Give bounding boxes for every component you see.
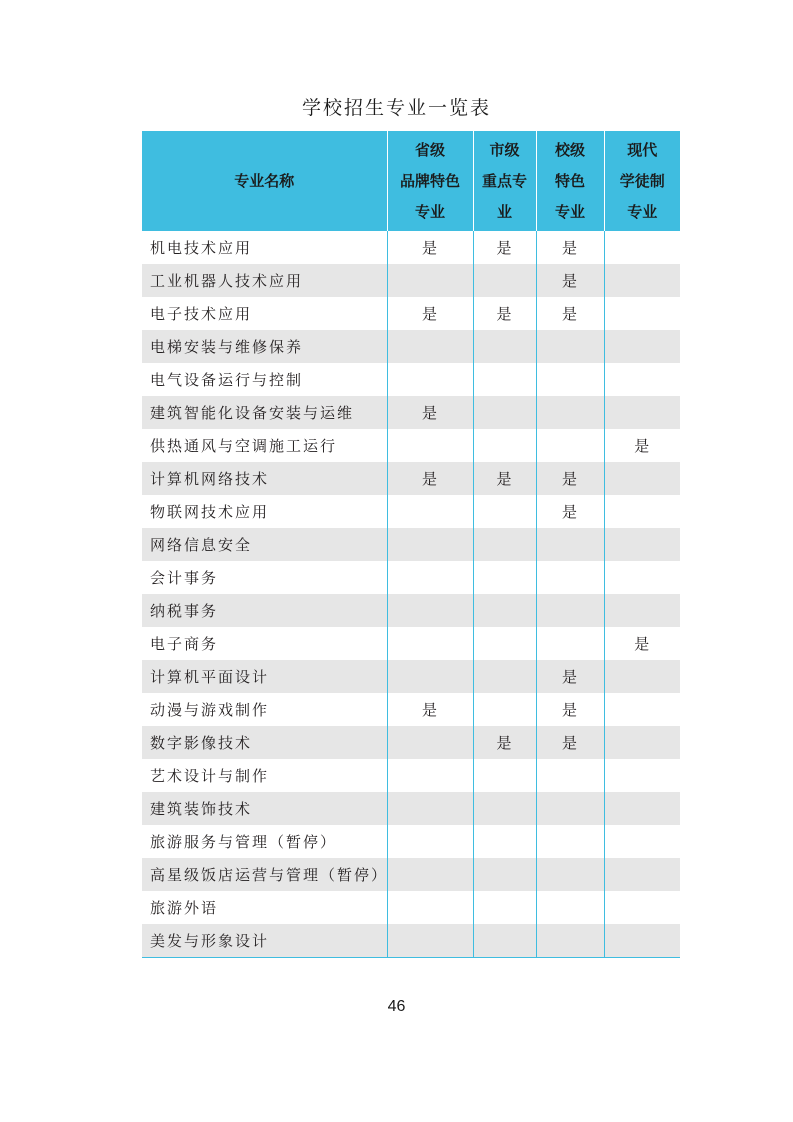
header-municipal (473, 131, 536, 231)
mark-cell (604, 924, 680, 957)
major-name-cell: 建筑智能化设备安装与运维 (142, 396, 387, 429)
mark-cell (473, 759, 536, 792)
mark-cell (473, 429, 536, 462)
mark-cell (473, 330, 536, 363)
mark-cell (473, 924, 536, 957)
mark-cell (387, 660, 473, 693)
mark-cell (604, 462, 680, 495)
mark-cell (473, 264, 536, 297)
mark-cell (473, 858, 536, 891)
mark-cell (473, 792, 536, 825)
table-row (142, 264, 680, 297)
major-name-cell: 电梯安装与维修保养 (142, 330, 387, 363)
mark-cell (536, 858, 604, 891)
major-name-cell: 建筑装饰技术 (142, 792, 387, 825)
mark-cell (473, 594, 536, 627)
mark-cell (473, 561, 536, 594)
mark-cell: 是 (473, 726, 536, 759)
mark-cell (604, 660, 680, 693)
mark-cell (604, 396, 680, 429)
mark-cell: 是 (536, 726, 604, 759)
mark-cell (536, 759, 604, 792)
mark-cell: 是 (387, 297, 473, 330)
mark-cell (536, 363, 604, 396)
mark-cell (387, 924, 473, 957)
mark-cell (473, 396, 536, 429)
mark-cell (604, 825, 680, 858)
mark-cell (387, 561, 473, 594)
mark-cell (536, 825, 604, 858)
table-row (142, 363, 680, 396)
table-row (142, 297, 680, 330)
mark-cell (604, 693, 680, 726)
table-row (142, 693, 680, 726)
mark-cell (536, 528, 604, 561)
major-name-cell: 供热通风与空调施工运行 (150, 437, 338, 455)
mark-cell (536, 330, 604, 363)
mark-cell (473, 528, 536, 561)
mark-cell (473, 693, 536, 726)
mark-cell (387, 528, 473, 561)
mark-cell (387, 792, 473, 825)
table-row (142, 561, 680, 594)
table-row (142, 792, 680, 825)
table-row (142, 858, 680, 891)
mark-cell (604, 561, 680, 594)
mark-cell: 是 (387, 462, 473, 495)
header-line: 业 (496, 202, 512, 221)
mark-cell (473, 495, 536, 528)
major-name-cell: 纳税事务 (142, 594, 387, 627)
mark-cell (473, 660, 536, 693)
major-name-cell: 计算机平面设计 (142, 660, 387, 693)
mark-cell (604, 528, 680, 561)
mark-cell (473, 825, 536, 858)
mark-cell: 是 (387, 693, 473, 726)
table-row (142, 495, 680, 528)
mark-cell: 是 (536, 660, 604, 693)
mark-cell: 是 (604, 627, 680, 660)
mark-cell (604, 297, 680, 330)
mark-cell: 是 (604, 429, 680, 462)
page-title: 学校招生专业一览表 (301, 97, 491, 119)
major-name-cell: 美发与形象设计 (142, 924, 387, 957)
major-name-cell: 电子商务 (150, 635, 219, 653)
mark-cell (604, 264, 680, 297)
mark-cell: 是 (536, 495, 604, 528)
mark-cell (387, 891, 473, 924)
header-line: 校级 (554, 140, 585, 159)
major-name-cell: 计算机网络技术 (142, 462, 387, 495)
header-line: 专业名称 (234, 171, 295, 190)
mark-cell (604, 495, 680, 528)
mark-cell (536, 561, 604, 594)
header-provincial (387, 131, 473, 231)
header-line: 专业 (414, 202, 445, 221)
table-row (142, 429, 680, 462)
mark-cell (536, 429, 604, 462)
table-row (142, 462, 680, 495)
mark-cell: 是 (473, 231, 536, 264)
mark-cell (387, 759, 473, 792)
mark-cell: 是 (536, 264, 604, 297)
table-row (142, 825, 680, 858)
major-name-cell: 高星级饭店运营与管理（暂停） (142, 858, 387, 891)
mark-cell (604, 726, 680, 759)
major-name-cell: 电气设备运行与控制 (150, 371, 304, 389)
mark-cell (536, 891, 604, 924)
mark-cell (604, 231, 680, 264)
header-line: 市级 (489, 140, 520, 159)
mark-cell (387, 363, 473, 396)
table-row (142, 924, 680, 957)
major-name-cell: 网络信息安全 (142, 528, 387, 561)
mark-cell (473, 363, 536, 396)
mark-cell (387, 330, 473, 363)
header-line: 重点专 (481, 171, 527, 190)
mark-cell (536, 792, 604, 825)
mark-cell (536, 627, 604, 660)
header-line: 专业 (554, 202, 585, 221)
mark-cell: 是 (536, 231, 604, 264)
major-name-cell: 电子技术应用 (150, 305, 253, 323)
mark-cell (387, 726, 473, 759)
header-line: 特色 (554, 171, 585, 190)
table-header-row (142, 131, 680, 231)
majors-table (142, 131, 680, 958)
table-row (142, 330, 680, 363)
mark-cell: 是 (536, 693, 604, 726)
header-line: 品牌特色 (399, 171, 460, 190)
mark-cell (604, 858, 680, 891)
table-row (142, 759, 680, 792)
major-name-cell: 艺术设计与制作 (150, 767, 270, 785)
major-name-cell: 动漫与游戏制作 (150, 701, 270, 719)
mark-cell: 是 (387, 231, 473, 264)
table-row (142, 891, 680, 924)
mark-cell (387, 858, 473, 891)
mark-cell (604, 363, 680, 396)
mark-cell (604, 792, 680, 825)
mark-cell (387, 429, 473, 462)
header-major-name (142, 131, 387, 231)
table-row (142, 396, 680, 429)
table-row (142, 660, 680, 693)
mark-cell (536, 924, 604, 957)
page-number: 46 (387, 998, 406, 1015)
header-line: 省级 (414, 140, 445, 159)
mark-cell (473, 627, 536, 660)
major-name-cell: 数字影像技术 (142, 726, 387, 759)
major-name-cell: 会计事务 (150, 569, 219, 587)
mark-cell (387, 264, 473, 297)
mark-cell (387, 627, 473, 660)
mark-cell (604, 330, 680, 363)
table-row (142, 627, 680, 660)
mark-cell (473, 891, 536, 924)
mark-cell (604, 759, 680, 792)
header-line: 现代 (627, 140, 658, 159)
table-row (142, 528, 680, 561)
table-row (142, 231, 680, 264)
mark-cell: 是 (473, 297, 536, 330)
mark-cell (604, 594, 680, 627)
mark-cell (604, 891, 680, 924)
mark-cell (387, 825, 473, 858)
mark-cell (536, 594, 604, 627)
header-school (536, 131, 604, 231)
header-apprenticeship (604, 131, 680, 231)
mark-cell (536, 396, 604, 429)
mark-cell: 是 (536, 462, 604, 495)
mark-cell: 是 (536, 297, 604, 330)
mark-cell: 是 (387, 396, 473, 429)
major-name-cell: 旅游服务与管理（暂停） (150, 833, 338, 851)
major-name-cell: 物联网技术应用 (150, 503, 270, 521)
mark-cell (387, 594, 473, 627)
mark-cell (387, 495, 473, 528)
mark-cell: 是 (473, 462, 536, 495)
major-name-cell: 机电技术应用 (150, 239, 253, 257)
major-name-cell: 旅游外语 (150, 899, 219, 917)
table-row (142, 726, 680, 759)
header-line: 学徒制 (619, 171, 665, 190)
table-row (142, 594, 680, 627)
header-line: 专业 (627, 202, 658, 221)
major-name-cell: 工业机器人技术应用 (142, 264, 387, 297)
